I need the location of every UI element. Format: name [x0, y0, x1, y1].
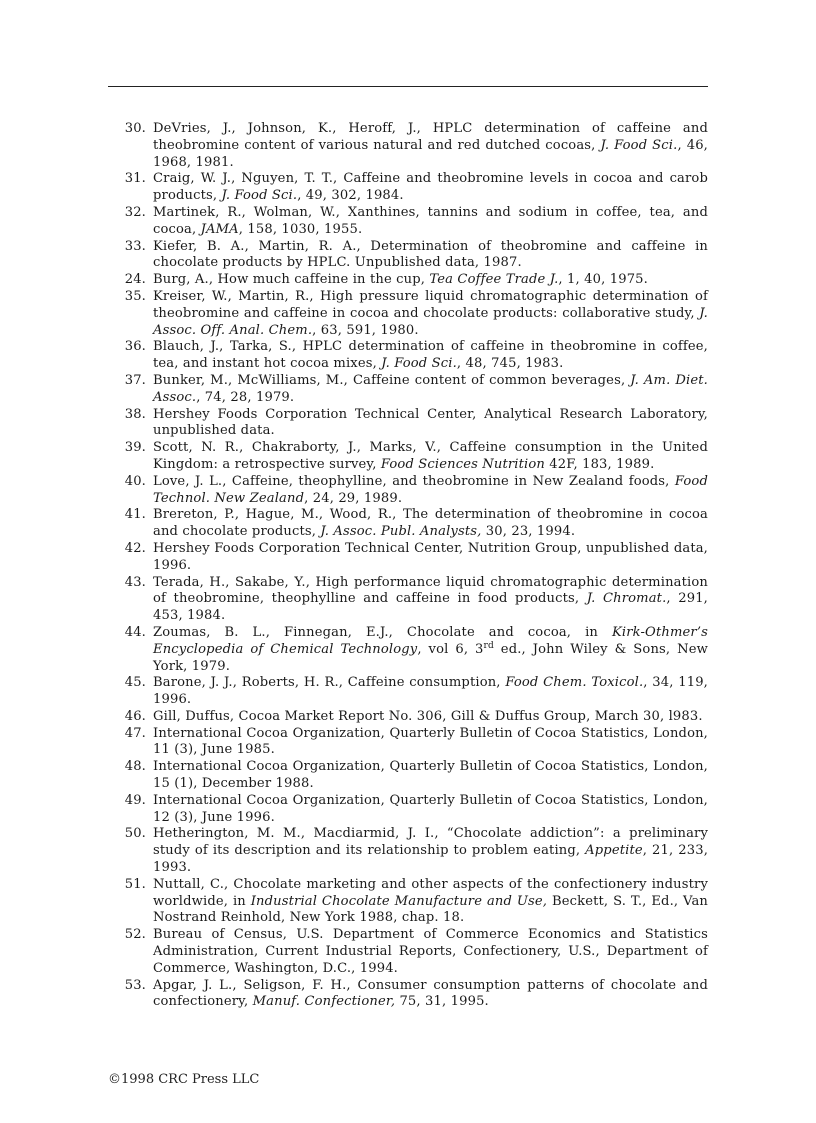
- reference-text: [153, 507, 708, 539]
- text-run: 42F, 183, 1989.: [545, 456, 655, 472]
- text-run: , 48, 745, 1983.: [456, 356, 564, 372]
- italic-title: Food Chem. Toxicol.: [505, 675, 644, 691]
- text-run: Zoumas, B. L., Finnegan, E.J., Chocolate and cocoa, in: [153, 624, 612, 640]
- reference-item: [118, 339, 708, 373]
- text-run: , 1, 40, 1975.: [558, 272, 648, 288]
- reference-item: [118, 826, 708, 876]
- reference-item: [118, 793, 708, 827]
- italic-title: Industrial Chocolate Manufacture and Use,: [250, 893, 548, 909]
- reference-number: 47.: [124, 725, 146, 741]
- reference-item: [118, 507, 708, 541]
- reference-text: [153, 793, 708, 825]
- reference-item: [118, 440, 708, 474]
- reference-item: [118, 726, 708, 760]
- text-run: Hershey Foods Corporation Technical Center, Analytical Research Laboratory, unpublished data.: [153, 406, 708, 439]
- text-run: , 46, 1968, 1981.: [153, 137, 708, 170]
- text-run: , 63, 591, 1980.: [312, 322, 419, 338]
- reference-number: 45.: [124, 675, 146, 691]
- italic-title: Food Technol. New Zealand: [153, 473, 708, 506]
- reference-number: 31.: [124, 171, 146, 187]
- reference-number: 52.: [124, 927, 146, 943]
- text-run: Gill, Duffus, Cocoa Market Report No. 306, Gill & Duffus Group, March 30, l983.: [153, 708, 703, 724]
- text-run: Beckett, S. T., Ed., Van Nostrand Reinhold, New York 1988, chap. 18.: [153, 893, 708, 926]
- italic-title: Tea Coffee Trade J.: [429, 272, 559, 288]
- reference-number: 46.: [124, 708, 146, 724]
- reference-text: [153, 289, 708, 338]
- reference-item: [118, 877, 708, 927]
- copyright-footer: ©1998 CRC Press LLC: [108, 1072, 260, 1087]
- text-run: Brereton, P., Hague, M., Wood, R., The determination of theobromine in cocoa and chocolate products,: [153, 507, 708, 540]
- reference-text: [153, 239, 708, 271]
- reference-number: 49.: [124, 792, 146, 808]
- reference-text: [153, 575, 708, 624]
- reference-number: 39.: [124, 440, 146, 456]
- reference-number: 24.: [124, 272, 146, 288]
- reference-item: [118, 474, 708, 508]
- italic-title: J. Am. Diet. Assoc.: [153, 372, 708, 405]
- reference-item: [118, 239, 708, 273]
- text-run: , 21, 233, 1993.: [153, 843, 709, 876]
- reference-text: [153, 625, 708, 674]
- reference-item: [118, 541, 708, 575]
- text-run: , 74, 28, 1979.: [196, 389, 295, 405]
- reference-text: [153, 759, 708, 791]
- reference-text: [153, 373, 708, 405]
- text-run: International Cocoa Organization, Quarterly Bulletin of Cocoa Statistics, London, 15 (1), December 1988.: [153, 759, 708, 792]
- text-run: Bunker, M., McWilliams, M., Caffeine content of common beverages,: [153, 372, 631, 388]
- italic-title: Food Sciences Nutrition: [380, 456, 545, 472]
- italic-title: J. Food Sci.: [221, 188, 298, 204]
- text-run: Barone, J. J., Roberts, H. R., Caffeine consumption,: [153, 675, 506, 691]
- italic-title: Manuf. Confectioner,: [252, 994, 396, 1010]
- reference-list: [118, 121, 708, 1011]
- text-run: , 158, 1030, 1955.: [238, 221, 363, 237]
- reference-number: 43.: [124, 574, 146, 590]
- text-run: DeVries, J., Johnson, K., Heroff, J., HPLC determination of caffeine and theobromine content of various natural and red dutched cocoas,: [153, 121, 708, 153]
- reference-text: [153, 339, 708, 371]
- reference-text: [153, 440, 708, 472]
- reference-text: [153, 675, 708, 707]
- reference-number: 32.: [124, 204, 146, 220]
- reference-item: [118, 373, 708, 407]
- text-run: , vol 6, 3: [417, 641, 484, 657]
- reference-number: 50.: [124, 826, 146, 842]
- reference-number: 38.: [124, 406, 146, 422]
- italic-title: J. Assoc. Off. Anal. Chem.: [153, 305, 708, 338]
- reference-number: 36.: [124, 339, 146, 355]
- reference-text: [153, 205, 708, 237]
- reference-text: [153, 826, 708, 875]
- text-run: Terada, H., Sakabe, Y., High performance liquid chromatographic determination of theobromine, theophylline and caffeine in food products,: [153, 574, 708, 607]
- reference-number: 48.: [124, 759, 146, 775]
- text-run: Burg, A., How much caffeine in the cup,: [153, 272, 430, 288]
- reference-item: [118, 709, 708, 726]
- text-run: International Cocoa Organization, Quarterly Bulletin of Cocoa Statistics, London, 12 (3), June 1996.: [153, 792, 708, 825]
- italic-title: J. Food Sci.: [381, 356, 457, 372]
- text-run: Apgar, J. L., Seligson, F. H., Consumer consumption patterns of chocolate and confectionery,: [153, 977, 708, 1010]
- italic-title: J. Assoc. Publ. Analysts,: [320, 524, 482, 540]
- italic-title: Appetite: [585, 843, 643, 859]
- reference-text: [153, 121, 708, 170]
- text-run: Love, J. L., Caffeine, theophylline, and theobromine in New Zealand foods,: [153, 473, 675, 489]
- text-run: Kiefer, B. A., Martin, R. A., Determination of theobromine and caffeine in chocolate products by HPLC. Unpublished data, 1987.: [153, 238, 708, 271]
- reference-item: [118, 121, 708, 171]
- reference-number: 41.: [124, 507, 146, 523]
- reference-text: [153, 541, 708, 573]
- text-run: , 24, 29, 1989.: [304, 490, 403, 506]
- reference-number: 37.: [124, 372, 146, 388]
- text-run: Hershey Foods Corporation Technical Center, Nutrition Group, unpublished data, 1996.: [153, 540, 708, 573]
- italic-title: JAMA: [200, 221, 239, 237]
- reference-text: [153, 877, 708, 926]
- text-run: Martinek, R., Wolman, W., Xanthines, tannins and sodium in coffee, tea, and cocoa,: [153, 204, 708, 237]
- text-run: Blauch, J., Tarka, S., HPLC determination of caffeine in theobromine in coffee, tea, and instant hot cocoa mixes,: [153, 339, 708, 372]
- reference-number: 44.: [124, 624, 146, 640]
- reference-text: [153, 272, 648, 287]
- text-run: 75, 31, 1995.: [395, 994, 489, 1010]
- reference-item: [118, 407, 708, 441]
- text-run: Kreiser, W., Martin, R., High pressure liquid chromatographic determination of theobromine and caffeine in cocoa and chocolate products: collaborative study,: [153, 288, 708, 321]
- italic-title: J. Chromat.: [586, 591, 667, 607]
- reference-number: 53.: [124, 977, 146, 993]
- reference-number: 35.: [124, 288, 146, 304]
- reference-item: [118, 205, 708, 239]
- reference-number: 40.: [124, 473, 146, 489]
- italic-title: Kirk-Othmer’s Encyclopedia of Chemical Technology: [153, 624, 708, 657]
- reference-number: 30.: [124, 121, 146, 136]
- reference-text: [153, 474, 708, 506]
- reference-number: 42.: [124, 540, 146, 556]
- reference-number: 33.: [124, 238, 146, 254]
- reference-item: [118, 927, 708, 977]
- text-run: , 34, 119, 1996.: [153, 675, 708, 708]
- superscript: rd: [483, 640, 494, 651]
- reference-text: [153, 407, 708, 439]
- header-rule: [108, 86, 708, 87]
- reference-item: [118, 978, 708, 1012]
- reference-item: [118, 675, 708, 709]
- reference-number: 51.: [124, 876, 146, 892]
- reference-item: [118, 759, 708, 793]
- text-run: 30, 23, 1994.: [481, 524, 576, 540]
- reference-item: [118, 625, 708, 675]
- reference-text: [153, 927, 708, 976]
- text-run: Bureau of Census, U.S. Department of Commerce Economics and Statistics Administration, Current Industrial Reports, Confectionery, U.S., Department of Commerce, Washington, D.C., 1994.: [153, 927, 708, 976]
- reference-item: [118, 272, 708, 289]
- reference-text: [153, 726, 708, 758]
- reference-text: [153, 978, 708, 1010]
- text-run: International Cocoa Organization, Quarterly Bulletin of Cocoa Statistics, London, 11 (3), June 1985.: [153, 725, 708, 758]
- reference-item: [118, 289, 708, 339]
- reference-text: [153, 171, 708, 203]
- text-run: Scott, N. R., Chakraborty, J., Marks, V., Caffeine consumption in the United Kingdom: a retrospective survey,: [153, 440, 708, 472]
- text-run: ed., John Wiley & Sons, New York, 1979.: [153, 641, 708, 674]
- reference-item: [118, 575, 708, 625]
- text-run: Nuttall, C., Chocolate marketing and other aspects of the confectionery industry worldwide, in: [153, 876, 708, 909]
- text-run: Hetherington, M. M., Macdiarmid, J. I., “Chocolate addiction”: a preliminary study of its description and its relationship to problem eating,: [153, 826, 708, 859]
- reference-text: [153, 709, 703, 724]
- text-run: , 49, 302, 1984.: [297, 188, 404, 204]
- reference-item: [118, 171, 708, 205]
- text-run: , 291, 453, 1984.: [153, 591, 708, 624]
- text-run: Craig, W. J., Nguyen, T. T., Caffeine and theobromine levels in cocoa and carob products,: [153, 171, 708, 204]
- italic-title: J. Food Sci.: [600, 137, 678, 153]
